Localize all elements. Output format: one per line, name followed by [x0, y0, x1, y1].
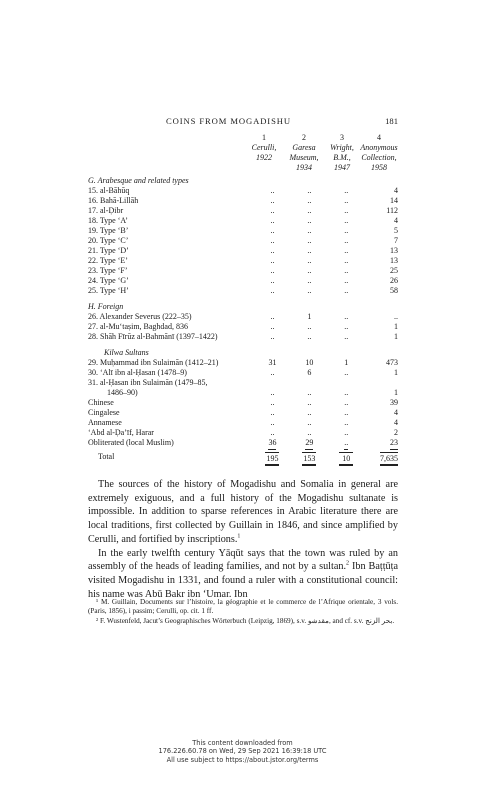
cell-c4: 112 — [386, 206, 398, 215]
cell-c1: .. — [270, 428, 275, 437]
cell-c4: .. — [394, 312, 398, 321]
section-g — [88, 176, 398, 186]
cell-c2: .. — [307, 206, 312, 215]
cell-c3: .. — [344, 226, 349, 235]
cell-c1: .. — [270, 312, 275, 321]
g-row — [88, 286, 398, 296]
cell-c2: 10 — [305, 358, 314, 367]
row-label: 28. Shāh Fīrūz al-Bahmānī (1397–1422) — [88, 332, 218, 341]
cell-c3: .. — [344, 246, 349, 255]
cell-c4: 1 — [394, 332, 398, 341]
cell-c1: .. — [270, 236, 275, 245]
total-c4: 7,635 — [363, 450, 398, 466]
g-row — [88, 246, 398, 256]
cell-c4: 2 — [394, 428, 398, 437]
footnotes — [88, 598, 398, 626]
row-label: 24. Type ‘G’ — [88, 276, 129, 285]
h-row — [88, 312, 398, 322]
coin-finds-table — [88, 176, 398, 466]
cell-c2: .. — [307, 418, 312, 427]
cell-c4: 4 — [394, 186, 398, 195]
g-row — [88, 186, 398, 196]
cell-c2: .. — [307, 322, 312, 331]
section-heading: G. Arabesque and related types — [88, 176, 189, 185]
cell-c2: 29 — [289, 438, 330, 450]
cell-c3: 1 — [344, 358, 349, 367]
cell-c1: 36 — [256, 438, 289, 450]
other-row — [88, 408, 398, 418]
cell-c3: .. — [344, 398, 349, 407]
cell-c1: .. — [270, 286, 275, 295]
cell-c3: .. — [344, 312, 349, 321]
column-heading-2: 2 Garesa Museum, 1934 — [289, 133, 319, 172]
row-label: 26. Alexander Severus (222–35) — [88, 312, 192, 321]
cell-c1: .. — [270, 256, 275, 265]
body-text — [88, 478, 398, 601]
cell-c3: .. — [344, 276, 349, 285]
section-heading: H. Foreign — [88, 302, 124, 311]
cell-c4: 25 — [390, 266, 398, 275]
column-heading-3: 3 Wright, B.M., 1947 — [330, 133, 354, 172]
cell-c4: 4 — [394, 216, 398, 225]
h-row — [88, 322, 398, 332]
section-h — [88, 302, 398, 312]
row-label: 23. Type ‘F’ — [88, 266, 128, 275]
cell-c1: .. — [270, 368, 275, 377]
h-row — [88, 332, 398, 342]
g-row — [88, 206, 398, 216]
cell-c2: .. — [307, 398, 312, 407]
row-label: Chinese — [88, 398, 114, 407]
cell-c4: 4 — [394, 408, 398, 417]
cell-c4: 1 — [394, 388, 398, 397]
g-row — [88, 196, 398, 206]
total-row — [88, 450, 398, 466]
cell-c2: .. — [307, 286, 312, 295]
cell-c3: .. — [344, 418, 349, 427]
row-label: 17. al-Ḍibr — [88, 206, 124, 215]
cell-c2: .. — [307, 226, 312, 235]
cell-c2: .. — [307, 186, 312, 195]
cell-c4: 1 — [394, 322, 398, 331]
cell-c4: 23 — [363, 438, 398, 450]
cell-c3: .. — [344, 206, 349, 215]
row-label: ‘Abd al-Ḍa’īf, Harar — [88, 428, 154, 437]
cell-c3: .. — [344, 196, 349, 205]
cell-c3: .. — [344, 256, 349, 265]
cell-c1: .. — [270, 408, 275, 417]
g-row — [88, 266, 398, 276]
row-label: 25. Type ‘H’ — [88, 286, 129, 295]
cell-c4: 473 — [386, 358, 398, 367]
cell-c2: .. — [307, 266, 312, 275]
page-number: 181 — [385, 116, 398, 126]
g-row — [88, 216, 398, 226]
column-heading-4: 4 Anonymous Collection, 1958 — [360, 133, 398, 172]
cell-c2: .. — [307, 196, 312, 205]
cell-c2: .. — [307, 408, 312, 417]
cell-c2: .. — [307, 428, 312, 437]
cell-c1: .. — [270, 226, 275, 235]
other-row — [88, 398, 398, 408]
cell-c1: .. — [270, 276, 275, 285]
cell-c2: .. — [307, 256, 312, 265]
paragraph-1: The sources of the history of Mogadishu and Somalia in general are extremely exiguous, and a full history of the Mogadishu sultanate is impossible. In addition to sparse references in Arabic literature there are local traditions, first collected by Guillain in 1846, and since amplified by Cerulli, and fortified by inscriptions.$^1$ — [88, 479, 398, 545]
cell-c4: 14 — [390, 196, 398, 205]
row-label: 20. Type ‘C’ — [88, 236, 129, 245]
g-row — [88, 226, 398, 236]
running-title: COINS FROM MOGADISHU — [166, 116, 291, 126]
row-label: 16. Bahā-Lillāh — [88, 196, 139, 205]
row-label: Annamese — [88, 418, 122, 427]
cell-c3: .. — [344, 408, 349, 417]
cell-c2: .. — [307, 388, 312, 397]
cell-c1: .. — [270, 388, 275, 397]
column-heading-1: 1 Cerulli, 1922 — [251, 133, 277, 162]
row-label: 15. al-Bāhūq — [88, 186, 130, 195]
footnote-ref-2: 2 — [346, 560, 350, 567]
cell-c3: .. — [344, 368, 349, 377]
cell-c4: 4 — [394, 418, 398, 427]
cell-c3: .. — [344, 286, 349, 295]
row-label: 29. Muḥammad ibn Sulaimān (1412–21) — [88, 358, 219, 367]
cell-c1: .. — [270, 332, 275, 341]
cell-c2: .. — [307, 216, 312, 225]
cell-c1: .. — [270, 216, 275, 225]
cell-c1: .. — [270, 196, 275, 205]
g-row — [88, 236, 398, 246]
jstor-download-notice: This content downloaded from 176.226.60.78 on Wed, 29 Sep 2021 16:39:18 UTC All use subject to https://about.jstor.org/terms — [158, 739, 327, 764]
g-row — [88, 256, 398, 266]
total-c2: 153 — [289, 450, 330, 466]
row-label: 31. al-Ḥasan ibn Sulaimān (1479–85, 1486–90) — [88, 378, 208, 397]
cell-c3: .. — [344, 428, 349, 437]
cell-c3: .. — [344, 322, 349, 331]
other-row — [88, 418, 398, 428]
total-label: Total — [98, 452, 115, 461]
cell-c3: .. — [344, 186, 349, 195]
cell-c1: .. — [270, 266, 275, 275]
row-label: Cingalese — [88, 408, 120, 417]
cell-c2: 6 — [307, 368, 312, 377]
other-row — [88, 428, 398, 438]
cell-c4: 13 — [390, 256, 398, 265]
row-label: 21. Type ‘D’ — [88, 246, 129, 255]
cell-c1: .. — [270, 206, 275, 215]
cell-c1: .. — [270, 186, 275, 195]
cell-c4: 26 — [390, 276, 398, 285]
cell-c1: .. — [270, 246, 275, 255]
footnote-1: ¹ M. Guillain, Documents sur l’histoire, la géographie et le commerce de l’Afrique orientale, 3 vols. (Paris, 1856), i passim; Cerulli, op. cit. 1 ff. — [88, 598, 398, 616]
cell-c4: 58 — [390, 286, 398, 295]
row-label: 22. Type ‘E’ — [88, 256, 128, 265]
cell-c4: 7 — [394, 236, 398, 245]
section-kilwa — [88, 348, 398, 358]
cell-c1: 31 — [268, 358, 277, 367]
cell-c4: 13 — [390, 246, 398, 255]
footnote-2: ² F. Wustenfeld, Jacut’s Geographisches Wörterbuch (Leipzig, 1869), s.v. مقدشو, and cf. s.v. بحر الزنج. — [96, 616, 395, 625]
row-label: 19. Type ‘B’ — [88, 226, 129, 235]
cell-c4: 5 — [394, 226, 398, 235]
cell-c3: .. — [344, 216, 349, 225]
cell-c1: .. — [270, 418, 275, 427]
cell-c1: .. — [270, 322, 275, 331]
g-row — [88, 276, 398, 286]
cell-c1: .. — [270, 398, 275, 407]
cell-c2: .. — [307, 246, 312, 255]
section-heading: Kilwa Sultans — [104, 348, 149, 357]
cell-c3: .. — [330, 438, 363, 450]
cell-c3: .. — [344, 332, 349, 341]
row-label: 30. ‘Alī ibn al-Ḥasan (1478–9) — [88, 368, 187, 377]
row-label: Obliterated (local Muslim) — [88, 438, 174, 447]
cell-c3: .. — [344, 388, 349, 397]
kilwa-row — [88, 378, 398, 398]
paragraph-2: In the early twelfth century Yāqūt says that the town was ruled by an assembly of the heads of leading families, and not by a sultan.$^2$ Ibn Baṭṭūṭa visited Mogadishu in 1331, and found a ruler with a constitutional council: his name was Abū Bakr ibn ‘Umar. Ibn — [88, 547, 398, 600]
kilwa-row — [88, 358, 398, 368]
cell-c4: 1 — [394, 368, 398, 377]
cell-c2: .. — [307, 236, 312, 245]
other-row — [88, 438, 398, 450]
cell-c4: 39 — [390, 398, 398, 407]
cell-c3: .. — [344, 236, 349, 245]
row-label: 18. Type ‘A’ — [88, 216, 128, 225]
total-c1: 195 — [256, 450, 289, 466]
cell-c2: 1 — [307, 312, 312, 321]
footnote-ref-1: 1 — [237, 533, 241, 540]
cell-c2: .. — [307, 276, 312, 285]
kilwa-row — [88, 368, 398, 378]
cell-c3: .. — [344, 266, 349, 275]
row-label: 27. al-Mu‘taṣim, Baghdad, 836 — [88, 322, 188, 331]
total-c3: 10 — [330, 450, 363, 466]
cell-c2: .. — [307, 332, 312, 341]
